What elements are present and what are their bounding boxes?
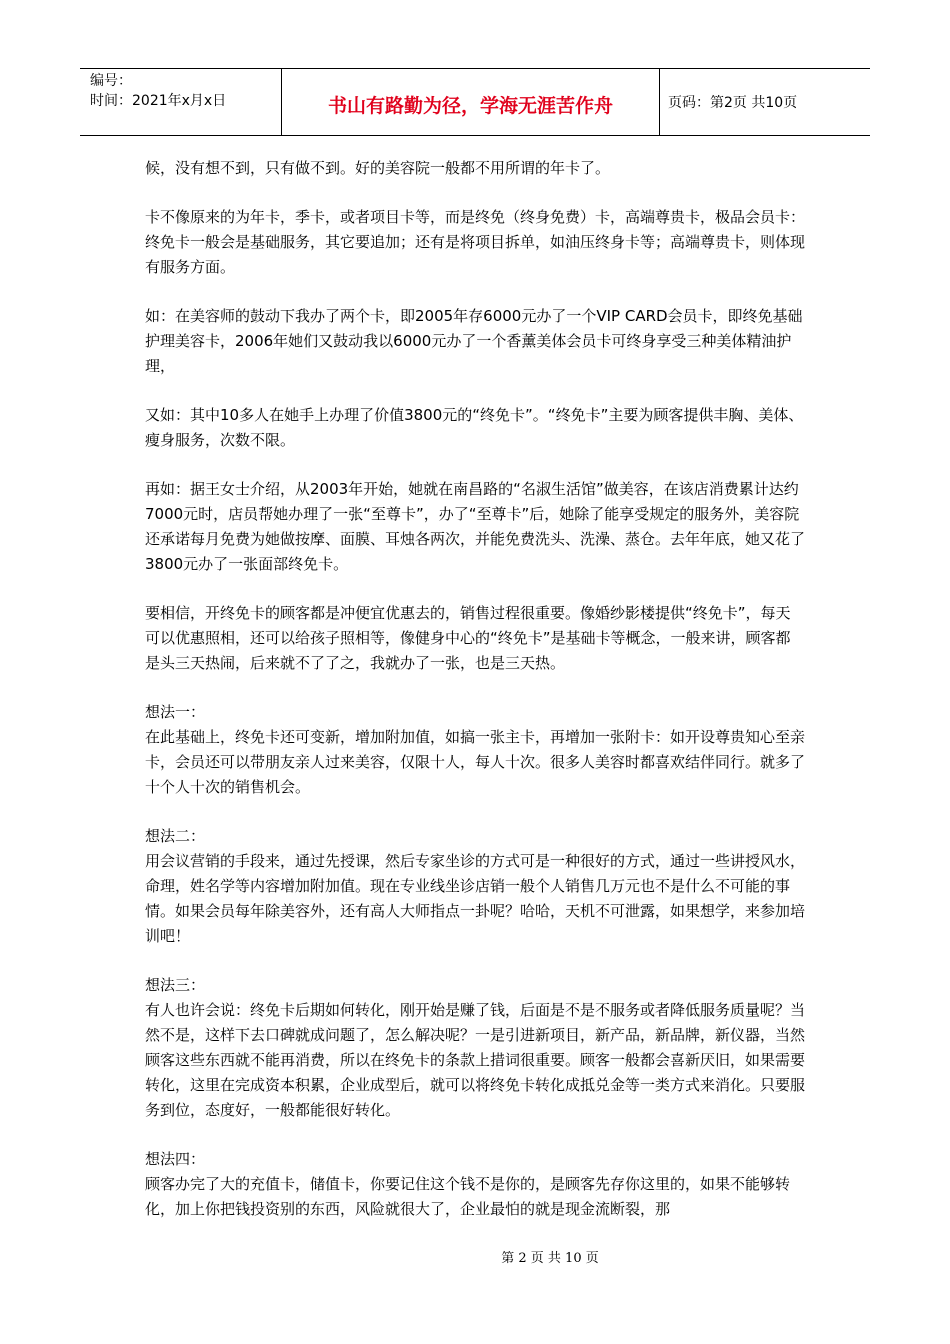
idea-section — [145, 973, 805, 1123]
paragraph: 又如：其中10多人在她手上办理了价值3800元的“终免卡”。“终免卡”主要为顾客提供丰胸、美体、瘦身服务，次数不限。 — [145, 406, 804, 449]
paragraph: 如：在美容师的鼓动下我办了两个卡，即2005年存6000元办了一个VIP CARD会员卡，即终免基础护理美容卡，2006年她们又鼓动我以6000元办了一个香薰美体会员卡可终身享受三种美体精油护理， — [145, 307, 803, 375]
footer-page-number: 第 2 页 共 10 页 — [501, 1251, 599, 1266]
idea-section — [145, 700, 805, 800]
idea-text: 有人也许会说：终免卡后期如何转化，刚开始是赚了钱，后面是不是不服务或者降低服务质量呢？当然不是，这样下去口碑就成问题了，怎么解决呢？一是引进新项目，新产品，新品牌，新仪器，当然顾客这些东西就不能再消费，所以在终免卡的条款上措词很重要。顾客一般都会喜新厌旧，如果需要转化，这里在完成资本积累，企业成型后，就可以将终免卡转化成抵兑金等一类方式来消化。只要服务到位，态度好，一般都能很好转化。 — [145, 1001, 806, 1119]
idea-label: 想法二： — [145, 827, 206, 845]
idea-section — [145, 1147, 805, 1222]
document-body — [145, 156, 805, 1222]
idea-label: 想法三： — [145, 976, 206, 994]
idea-label: 想法一： — [145, 703, 206, 721]
paragraph: 再如：据王女士介绍，从2003年开始，她就在南昌路的“名淑生活馆”做美容，在该店消费累计达约7000元时，店员帮她办理了一张“至尊卡”，办了“至尊卡”后，她除了能享受规定的服务外，美容院还承诺每月免费为她做按摩、面膜、耳烛各两次，并能免费洗头、洗澡、蒸仓。去年年底，她又花了3800元办了一张面部终免卡。 — [145, 480, 806, 573]
header-motto: 书山有路勤为径，学海无涯苦作舟 — [282, 69, 660, 135]
document-number-label: 编号： — [90, 73, 132, 89]
document-header — [80, 68, 870, 136]
idea-text: 用会议营销的手段来，通过先授课，然后专家坐诊的方式可是一种很好的方式，通过一些讲授风水，命理，姓名学等内容增加附加值。现在专业线坐诊店销一般个人销售几万元也不是什么不可能的事情。如果会员每年除美容外，还有高人大师指点一卦呢？哈哈，天机不可泄露，如果想学，来参加培训吧！ — [145, 852, 806, 945]
page-footer — [0, 1247, 950, 1266]
idea-text: 在此基础上，终免卡还可变新，增加附加值，如搞一张主卡，再增加一张附卡：如开设尊贵知心至亲卡，会员还可以带朋友亲人过来美容，仅限十人，每人十次。很多人美容时都喜欢结伴同行。就多了十个人十次的销售机会。 — [145, 728, 806, 796]
idea-label: 想法四： — [145, 1150, 206, 1168]
header-meta — [80, 69, 282, 135]
paragraph: 候，没有想不到，只有做不到。好的美容院一般都不用所谓的年卡了。 — [145, 159, 611, 177]
document-date: 时间：2021年x月x日 — [90, 93, 227, 109]
paragraph: 卡不像原来的为年卡，季卡，或者项目卡等，而是终免（终身免费）卡，高端尊贵卡，极品会员卡：终免卡一般会是基础服务，其它要追加；还有是将项目拆单，如油压终身卡等；高端尊贵卡，则体现有服务方面。 — [145, 208, 806, 276]
idea-section — [145, 824, 805, 949]
paragraph: 要相信，开终免卡的顾客都是冲便宜优惠去的，销售过程很重要。像婚纱影楼提供“终免卡”，每天可以优惠照相，还可以给孩子照相等，像健身中心的“终免卡”是基础卡等概念，一般来讲，顾客都是头三天热闹，后来就不了了之，我就办了一张，也是三天热。 — [145, 604, 791, 672]
header-page-info: 页码：第2页 共10页 — [668, 95, 798, 111]
idea-text: 顾客办完了大的充值卡，储值卡，你要记住这个钱不是你的，是顾客先存你这里的，如果不能够转化，加上你把钱投资别的东西，风险就很大了，企业最怕的就是现金流断裂，那 — [145, 1175, 791, 1218]
